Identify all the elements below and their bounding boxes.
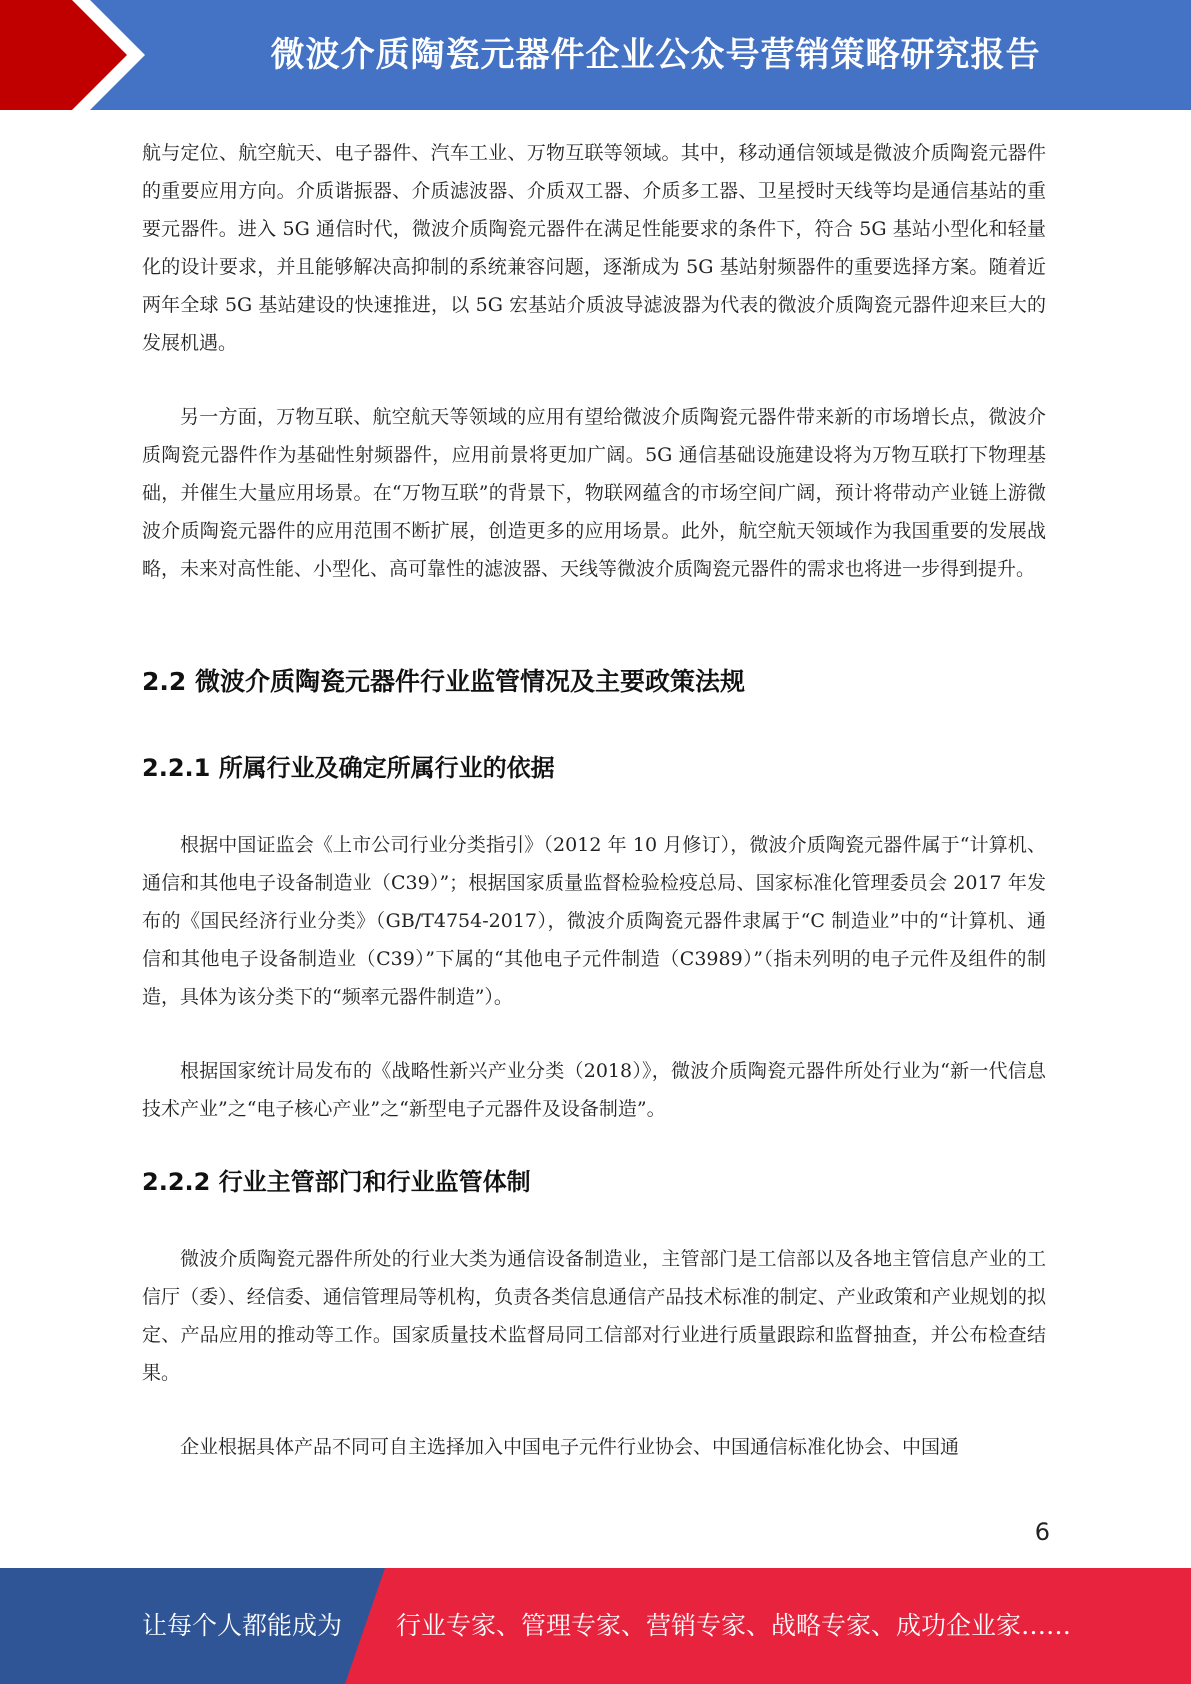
- page-number: 6: [1034, 1518, 1050, 1546]
- paragraph-industry-classification: 根据中国证监会《上市公司行业分类指引》（2012 年 10 月修订），微波介质陶瓷元器件属于“计算机、通信和其他电子设备制造业（C39）”；根据国家质量监督检验检疫总局、国家标准化管理委员会 2017 年发布的《国民经济行业分类》（GB/T4754-2017），微波介质陶瓷元器件隶属于“C 制造业”中的“计算机、通信和其他电子设备制造业（C39）”下属的“其他电子元件制造（C3989）”（指未列明的电子元件及组件的制造，具体为该分类下的“频率元器件制造”）。: [142, 834, 1046, 1008]
- footer-slogan-right: 行业专家、管理专家、营销专家、战略专家、成功企业家……: [396, 1611, 1072, 1640]
- paragraph-applications: 航与定位、航空航天、电子器件、汽车工业、万物互联等领域。其中，移动通信领域是微波介质陶瓷元器件的重要应用方向。介质谐振器、介质滤波器、介质双工器、介质多工器、卫星授时天线等均是通信基站的重要元器件。进入 5G 通信时代，微波介质陶瓷元器件在满足性能要求的条件下，符合 5G 基站小型化和轻量化的设计要求，并且能够解决高抑制的系统兼容问题，逐渐成为 5G 基站射频器件的重要选择方案。随着近两年全球 5G 基站建设的快速推进，以 5G 宏基站介质波导滤波器为代表的微波介质陶瓷元器件迎来巨大的发展机遇。: [142, 142, 1046, 354]
- section-heading-2-2-1: 2.2.1 所属行业及确定所属行业的依据: [142, 754, 555, 782]
- paragraph-industry-associations: 企业根据具体产品不同可自主选择加入中国电子元件行业协会、中国通信标准化协会、中国通: [180, 1436, 960, 1458]
- paragraph-regulatory-authority: 微波介质陶瓷元器件所处的行业大类为通信设备制造业，主管部门是工信部以及各地主管信息产业的工信厅（委）、经信委、通信管理局等机构，负责各类信息通信产品技术标准的制定、产业政策和产业规划的拟定、产品应用的推动等工作。国家质量技术监督局同工信部对行业进行质量跟踪和监督抽查，并公布检查结果。: [142, 1248, 1046, 1384]
- header-arrow-decoration: [0, 0, 170, 110]
- report-title: 微波介质陶瓷元器件企业公众号营销策略研究报告: [270, 35, 1041, 75]
- section-heading-2-2-2: 2.2.2 行业主管部门和行业监管体制: [142, 1168, 531, 1196]
- spacer: [142, 624, 1046, 664]
- section-heading-2-2: 2.2 微波介质陶瓷元器件行业监管情况及主要政策法规: [142, 667, 745, 696]
- footer-slogan-left: 让每个人都能成为: [142, 1611, 343, 1640]
- page-header: [0, 0, 1191, 110]
- paragraph-iot-aerospace: 另一方面，万物互联、航空航天等领域的应用有望给微波介质陶瓷元器件带来新的市场增长点，微波介质陶瓷元器件作为基础性射频器件，应用前景将更加广阔。5G 通信基础设施建设将为万物互联打下物理基础，并催生大量应用场景。在“万物互联”的背景下，物联网蕴含的市场空间广阔，预计将带动产业链上游微波介质陶瓷元器件的应用范围不断扩展，创造更多的应用场景。此外，航空航天领域作为我国重要的发展战略，未来对高性能、小型化、高可靠性的滤波器、天线等微波介质陶瓷元器件的需求也将进一步得到提升。: [142, 406, 1046, 580]
- document-body: [142, 134, 1046, 1502]
- paragraph-strategic-industry: 根据国家统计局发布的《战略性新兴产业分类（2018）》，微波介质陶瓷元器件所处行业为“新一代信息技术产业”之“电子核心产业”之“新型电子元器件及设备制造”。: [142, 1060, 1046, 1120]
- page-footer: [0, 1568, 1191, 1684]
